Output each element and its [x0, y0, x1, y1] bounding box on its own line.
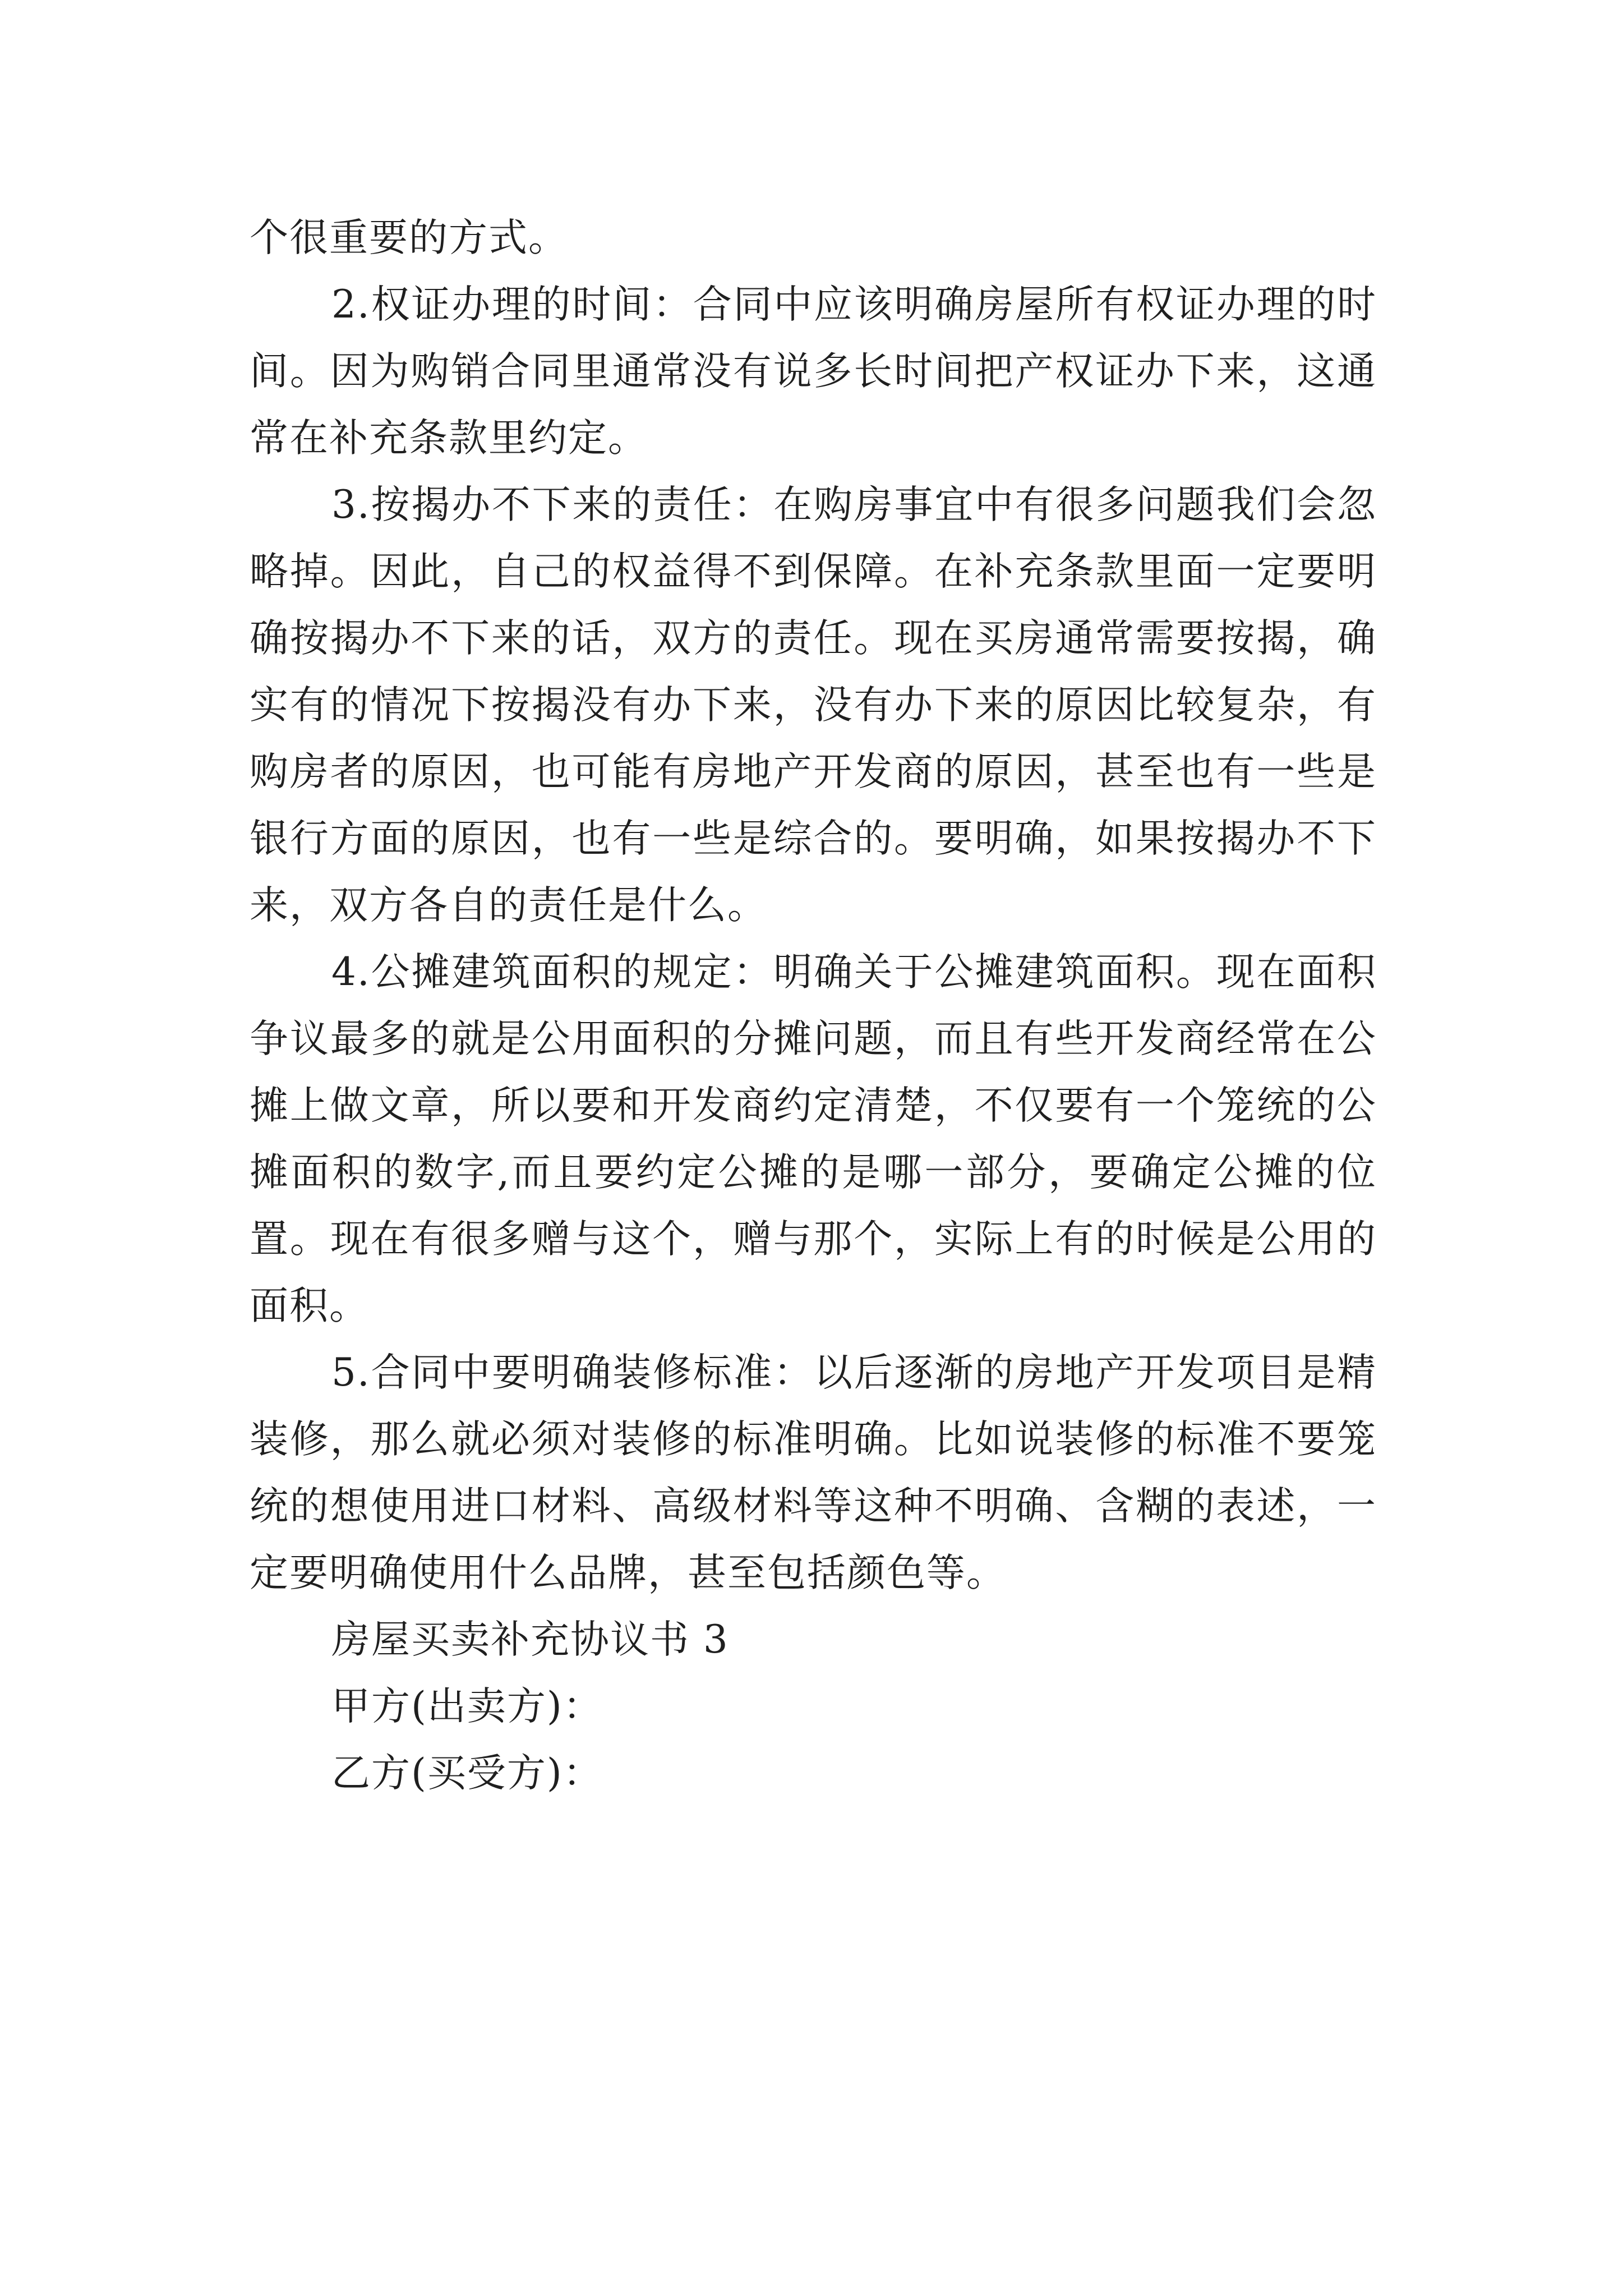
paragraph-continuation: 个很重要的方式。: [250, 215, 568, 260]
paragraph-item-3: 3.按揭办不下来的责任：在购房事宜中有很多问题我们会忽略掉。因此，自己的权益得不到保障。在补充条款里面一定要明确按揭办不下来的话，双方的责任。现在买房通常需要按揭，确实有的情况下按揭没有办下来，没有办下来的原因比较复杂，有购房者的原因，也可能有房地产开发商的原因，甚至也有一些是银行方面的原因，也有一些是综合的。要明确，如果按揭办不下来，双方各自的责任是什么。: [250, 482, 1377, 928]
paragraph-item-2: 2.权证办理的时间：合同中应该明确房屋所有权证办理的时间。因为购销合同里通常没有说多长时间把产权证办下来，这通常在补充条款里约定。: [250, 282, 1377, 461]
paragraph-item-4: 4.公摊建筑面积的规定：明确关于公摊建筑面积。现在面积争议最多的就是公用面积的分摊问题，而且有些开发商经常在公摊上做文章，所以要和开发商约定清楚，不仅要有一个笼统的公摊面积的数字,而且要约定公摊的是哪一部分，要确定公摊的位置。现在有很多赠与这个，赠与那个，实际上有的时候是公用的面积。: [250, 950, 1377, 1328]
party-b-line: 乙方(买受方)：: [331, 1751, 603, 1796]
section-title: 房屋买卖补充协议书 3: [331, 1617, 729, 1662]
document-body: [250, 205, 1377, 1807]
paragraph-item-5: 5.合同中要明确装修标准：以后逐渐的房地产开发项目是精装修，那么就必须对装修的标准明确。比如说装修的标准不要笼统的想使用进口材料、高级材料等这种不明确、含糊的表述，一定要明确使用什么品牌，甚至包括颜色等。: [250, 1350, 1377, 1595]
party-a-line: 甲方(出卖方)：: [331, 1684, 603, 1729]
